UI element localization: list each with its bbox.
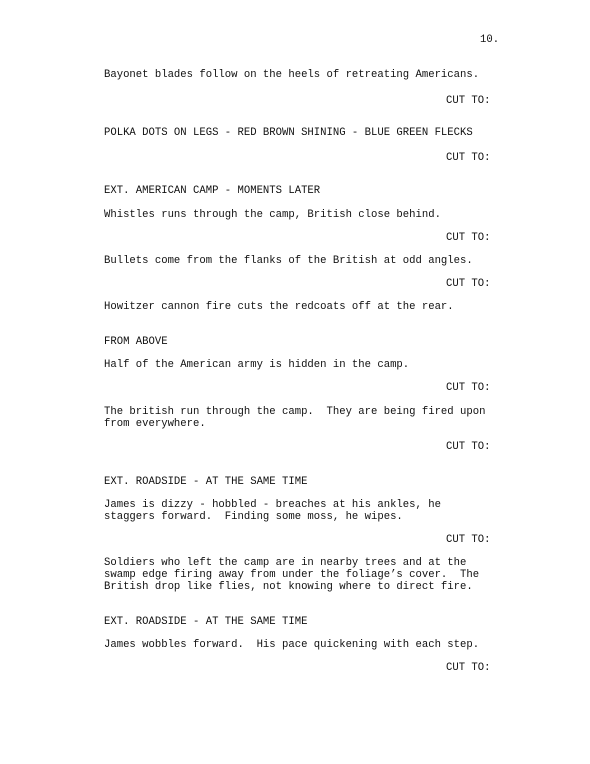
action-line: Bayonet blades follow on the heels of retreating Americans. xyxy=(104,69,480,81)
scene-heading: EXT. ROADSIDE - AT THE SAME TIME xyxy=(104,616,308,628)
action-line: staggers forward. Finding some moss, he wipes. xyxy=(104,511,403,523)
page-number: 10. xyxy=(480,34,500,46)
transition-cut-to: CUT TO: xyxy=(446,232,491,244)
action-line: British drop like flies, not knowing where to direct fire. xyxy=(104,581,473,593)
action-line: James wobbles forward. His pace quickening with each step. xyxy=(104,639,480,651)
scene-heading: EXT. ROADSIDE - AT THE SAME TIME xyxy=(104,476,308,488)
transition-cut-to: CUT TO: xyxy=(446,278,491,290)
transition-cut-to: CUT TO: xyxy=(446,95,491,107)
action-line: Soldiers who left the camp are in nearby trees and at the xyxy=(104,557,467,569)
action-line: Whistles runs through the camp, British close behind. xyxy=(104,209,441,221)
scene-heading: EXT. AMERICAN CAMP - MOMENTS LATER xyxy=(104,185,321,197)
action-line: Howitzer cannon fire cuts the redcoats off at the rear. xyxy=(104,301,454,313)
transition-cut-to: CUT TO: xyxy=(446,152,491,164)
action-line: swamp edge firing away from under the foliage’s cover. The xyxy=(104,569,480,581)
action-line: Half of the American army is hidden in the camp. xyxy=(104,359,410,371)
action-line: Bullets come from the flanks of the British at odd angles. xyxy=(104,255,473,267)
action-line: James is dizzy - hobbled - breaches at his ankles, he xyxy=(104,499,441,511)
scene-heading: POLKA DOTS ON LEGS - RED BROWN SHINING - BLUE GREEN FLECKS xyxy=(104,127,473,139)
action-line: from everywhere. xyxy=(104,418,206,430)
scene-heading: FROM ABOVE xyxy=(104,336,168,348)
transition-cut-to: CUT TO: xyxy=(446,662,491,674)
transition-cut-to: CUT TO: xyxy=(446,441,491,453)
transition-cut-to: CUT TO: xyxy=(446,382,491,394)
action-line: The british run through the camp. They are being fired upon xyxy=(104,406,486,418)
transition-cut-to: CUT TO: xyxy=(446,534,491,546)
